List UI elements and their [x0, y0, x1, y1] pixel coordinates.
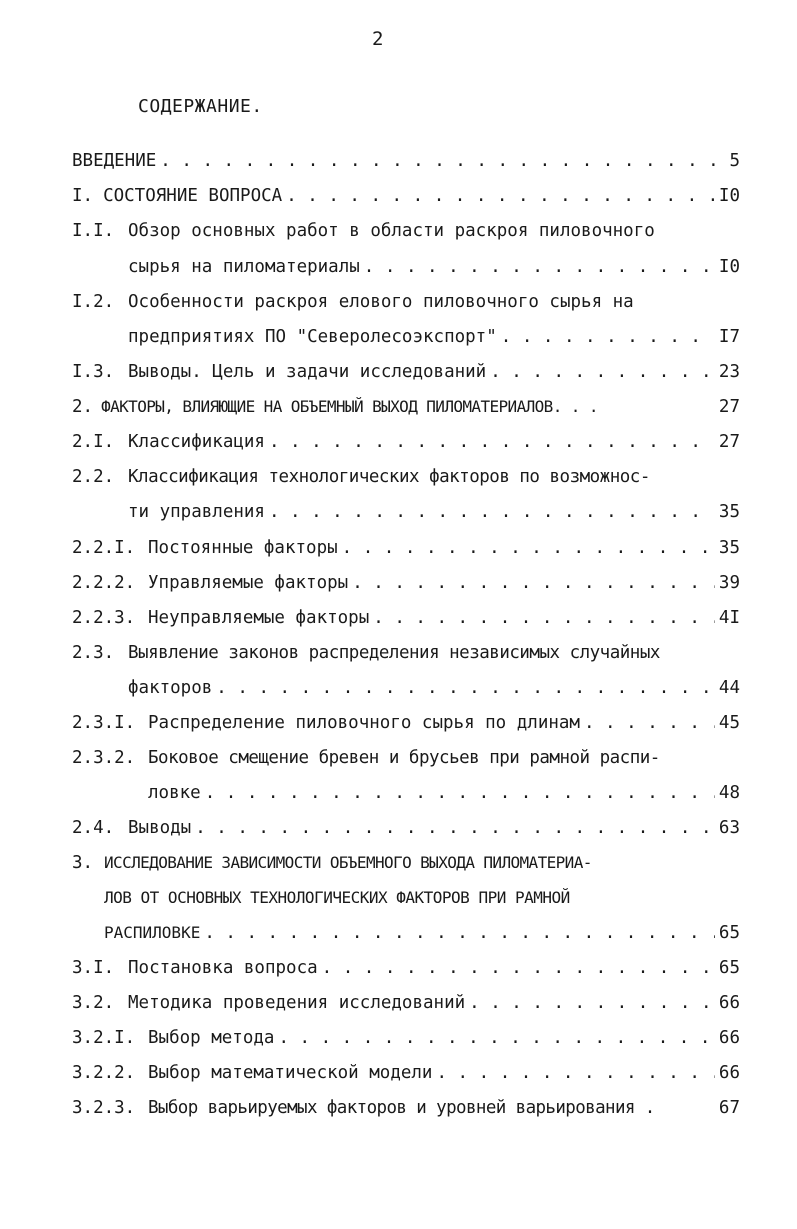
- toc-leader: [160, 150, 723, 172]
- toc-leader: [278, 1027, 714, 1049]
- toc-leader: [490, 361, 715, 383]
- toc-entry-page: 63: [718, 818, 740, 838]
- toc-entry-number: 2.3.2.: [72, 748, 136, 768]
- toc-entry-number: 3.2.: [72, 993, 115, 1013]
- toc-entry-title: Выводы: [128, 818, 192, 838]
- toc-entry-page: 66: [718, 993, 740, 1013]
- toc-entry-continuation: [128, 256, 740, 278]
- toc-leader: [269, 501, 715, 523]
- toc-entry: [72, 185, 740, 207]
- toc-leader: [286, 185, 715, 207]
- toc-entry-page: I0: [718, 186, 740, 206]
- toc-entry: [72, 537, 740, 559]
- toc-leader: [352, 572, 715, 594]
- toc-entry-page: 66: [718, 1028, 740, 1048]
- toc-entry-page: 67: [718, 1098, 740, 1118]
- toc-entry: [72, 992, 740, 1014]
- toc-entry-title: Классификация технологических факторов по возможнос-: [128, 467, 650, 487]
- toc-entry-number: 2.3.: [72, 643, 115, 663]
- toc-entry-title: сырья на пиломатериалы: [128, 257, 360, 277]
- toc-entry-number: 3.I.: [72, 958, 115, 978]
- toc-entry-number: 2.2.2.: [72, 573, 136, 593]
- toc-entry-page: 66: [718, 1063, 740, 1083]
- toc-entry-title: Выбор математической модели: [148, 1063, 433, 1083]
- toc-entry-title: ФАКТОРЫ, ВЛИЯЮЩИЕ НА ОБЪЕМНЫЙ ВЫХОД ПИЛОМАТЕРИАЛОВ. . .: [101, 397, 598, 416]
- toc-entry: [72, 642, 740, 664]
- toc-entry-title: Выводы. Цель и задачи исследований: [128, 362, 487, 382]
- toc-entry-page: I0: [718, 257, 740, 277]
- toc-leader: [501, 326, 715, 348]
- toc-entry-title: ЛОВ ОТ ОСНОВНЫХ ТЕХНОЛОГИЧЕСКИХ ФАКТОРОВ ПРИ РАМНОЙ: [104, 888, 570, 907]
- toc-entry-title: Постановка вопроса: [128, 958, 318, 978]
- toc-entry: [72, 1027, 740, 1049]
- toc-entry-number: 2.2.: [72, 467, 115, 487]
- toc-entry-title: ловке: [148, 783, 201, 803]
- toc-entry-number: I.3.: [72, 362, 115, 382]
- page-number: 2: [372, 28, 384, 50]
- toc-leader: [204, 922, 715, 944]
- toc-entry-continuation: [104, 922, 740, 944]
- toc-entry-title: Выбор варьируемых факторов и уровней варьирования .: [148, 1098, 655, 1118]
- toc-entry-number: I.: [72, 186, 94, 206]
- toc-entry: [72, 431, 740, 453]
- toc-leader: [195, 817, 715, 839]
- toc-leader: [342, 537, 715, 559]
- toc-entry-title: ИССЛЕДОВАНИЕ ЗАВИСИМОСТИ ОБЪЕМНОГО ВЫХОДА ПИЛОМАТЕРИА-: [104, 853, 592, 872]
- toc-entry-title: факторов: [128, 678, 213, 698]
- toc-entry-page: 35: [718, 502, 740, 522]
- toc-entry-title: ВВЕДЕНИЕ: [72, 151, 157, 171]
- toc-leader: [436, 1062, 714, 1084]
- toc-entry: [72, 957, 740, 979]
- toc-entry: [72, 817, 740, 839]
- toc-entry-title: Боковое смещение бревен и брусьев при рамной распи-: [148, 748, 660, 768]
- toc-entry-continuation: [148, 782, 740, 804]
- toc-leader: [373, 607, 715, 629]
- toc-leader: [322, 957, 715, 979]
- toc-entry-page: 4I: [718, 608, 740, 628]
- toc-entry-title: Классификация: [128, 432, 265, 452]
- toc-leader: [364, 256, 715, 278]
- toc-entry-page: 65: [718, 923, 740, 943]
- toc-entry-continuation: [104, 887, 740, 909]
- toc-entry-number: 2.2.3.: [72, 608, 136, 628]
- toc-leader: [205, 782, 715, 804]
- toc-entry-number: 3.2.2.: [72, 1063, 136, 1083]
- toc-entry-page: 23: [718, 362, 740, 382]
- toc-entry-number: 3.: [72, 853, 94, 873]
- toc-entry-page: 44: [718, 678, 740, 698]
- toc-entry-page: 27: [718, 397, 740, 417]
- toc-entry-title: Неуправляемые факторы: [148, 608, 370, 628]
- toc-entry-continuation: [128, 326, 740, 348]
- toc-entry-title: Постоянные факторы: [148, 538, 338, 558]
- toc-entry-title: СОСТОЯНИЕ ВОПРОСА: [103, 186, 283, 206]
- toc-entry-title: Обзор основных работ в области раскроя пиловочного: [128, 221, 655, 241]
- toc-entry-number: 2.I.: [72, 432, 115, 452]
- page-title: СОДЕРЖАНИЕ.: [138, 96, 263, 117]
- toc-entry-page: I7: [718, 327, 740, 347]
- toc-entry-page: 27: [718, 432, 740, 452]
- toc-entry-number: 2.2.I.: [72, 538, 136, 558]
- toc-leader: [216, 677, 715, 699]
- toc-entry: [72, 607, 740, 629]
- toc-entry-page: 45: [718, 713, 740, 733]
- toc-entry: [72, 466, 740, 488]
- toc-entry-number: 3.2.I.: [72, 1028, 136, 1048]
- toc-entry-title: Управляемые факторы: [148, 573, 349, 593]
- toc-entry-page: 65: [718, 958, 740, 978]
- toc-entry-page: 5: [729, 151, 740, 171]
- toc-entry-page: 39: [718, 573, 740, 593]
- toc-entry-page: 35: [718, 538, 740, 558]
- toc-entry-page: 48: [718, 783, 740, 803]
- toc-entry: [72, 396, 740, 418]
- toc-entry-number: I.I.: [72, 221, 115, 241]
- toc-entry: [72, 291, 740, 313]
- toc-entry: [72, 150, 740, 172]
- toc-leader: [469, 992, 715, 1014]
- toc-entry-title: Выбор метода: [148, 1028, 275, 1048]
- toc-entry: [72, 220, 740, 242]
- toc-entry-title: ти управления: [128, 502, 265, 522]
- toc-entry-title: предприятиях ПО "Северолесоэкспорт": [128, 327, 497, 347]
- toc-entry-title: Выявление законов распределения независимых случайных: [128, 643, 660, 663]
- toc-entry-title: Методика проведения исследований: [128, 993, 466, 1013]
- toc-entry-title: Особенности раскроя елового пиловочного сырья на: [128, 292, 634, 312]
- toc-entry-number: I.2.: [72, 292, 115, 312]
- toc-entry: [72, 747, 740, 769]
- toc-entry-title: Распределение пиловочного сырья по длинам: [148, 713, 580, 733]
- toc-entry: [72, 572, 740, 594]
- toc-entry-number: 2.4.: [72, 818, 115, 838]
- toc-entry: [72, 361, 740, 383]
- toc-entry-continuation: [128, 677, 740, 699]
- toc-entry-number: 2.3.I.: [72, 713, 136, 733]
- toc-entry: [72, 1062, 740, 1084]
- toc-entry-number: 2.: [72, 397, 94, 417]
- toc-entry: [72, 852, 740, 874]
- toc-leader: [584, 712, 715, 734]
- toc-entry: [72, 712, 740, 734]
- toc-leader: [269, 431, 715, 453]
- toc-entry-title: РАСПИЛОВКЕ: [104, 923, 201, 942]
- toc-entry-number: 3.2.3.: [72, 1098, 136, 1118]
- toc-entry-continuation: [128, 501, 740, 523]
- toc-entry: [72, 1097, 740, 1119]
